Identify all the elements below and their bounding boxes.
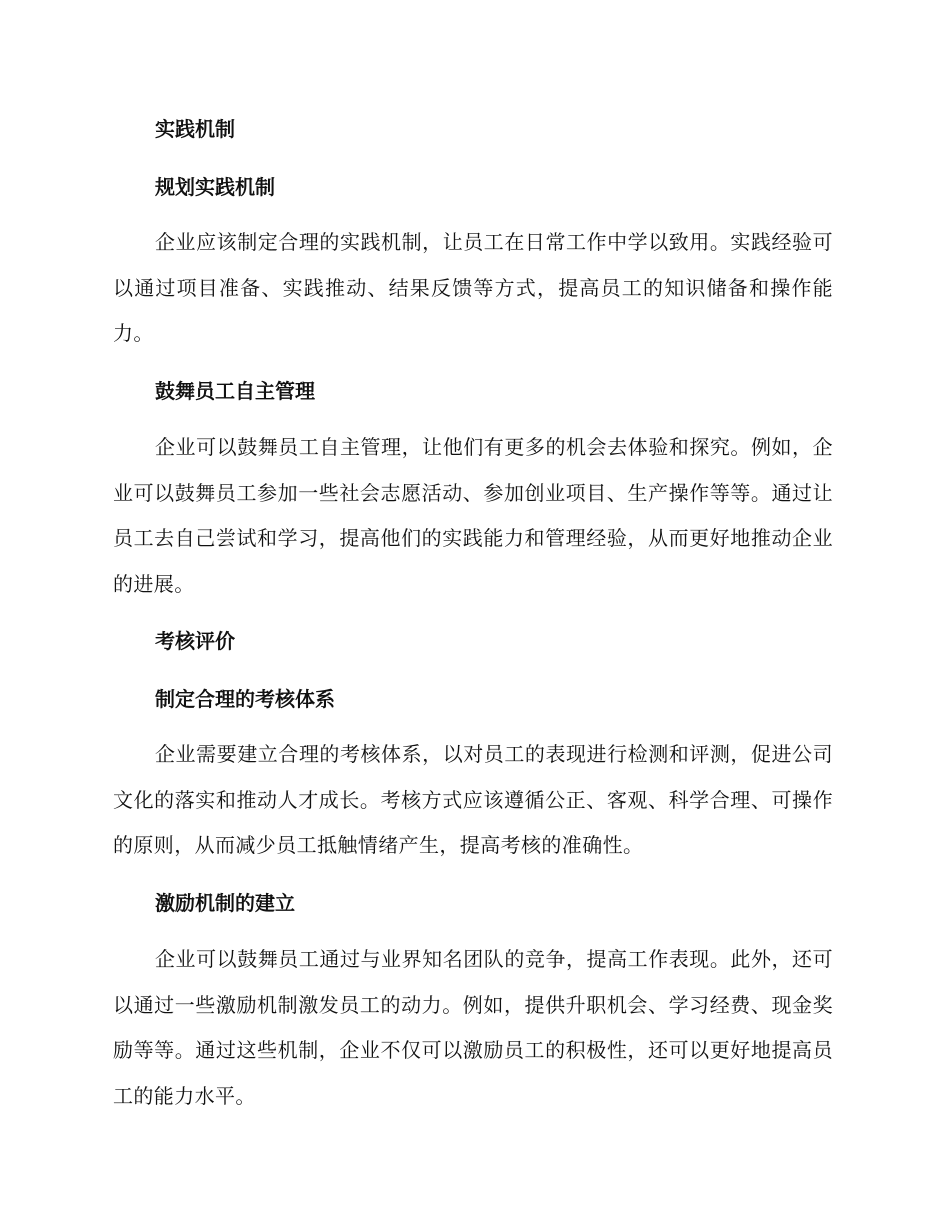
subheading-plan-practice-mechanism: 规划实践机制 bbox=[155, 175, 275, 199]
section-heading-practice-mechanism: 实践机制 bbox=[155, 117, 235, 141]
paragraph-incentive-mechanism: 企业可以鼓舞员工通过与业界知名团队的竞争，提高工作表现。此外，还可以通过一些激励机制激发员工的动力。例如，提供升职机会、学习经费、现金奖励等等。通过这些机制，企业不仅可以激励员工的积极性，还可以更好地提高员工的能力水平。 bbox=[113, 947, 833, 1108]
subheading-encourage-self-management: 鼓舞员工自主管理 bbox=[155, 379, 315, 403]
section-heading-assessment: 考核评价 bbox=[155, 629, 235, 653]
subheading-incentive-mechanism: 激励机制的建立 bbox=[155, 891, 295, 915]
paragraph-plan-practice: 企业应该制定合理的实践机制，让员工在日常工作中学以致用。实践经验可以通过项目准备、实践推动、结果反馈等方式，提高员工的知识储备和操作能力。 bbox=[113, 230, 833, 345]
subheading-assessment-system: 制定合理的考核体系 bbox=[155, 687, 335, 711]
paragraph-assessment-system: 企业需要建立合理的考核体系，以对员工的表现进行检测和评测，促进公司文化的落实和推动人才成长。考核方式应该遵循公正、客观、科学合理、可操作的原则，从而减少员工抵触情绪产生，提高考核的准确性。 bbox=[113, 742, 833, 857]
paragraph-self-management: 企业可以鼓舞员工自主管理，让他们有更多的机会去体验和探究。例如，企业可以鼓舞员工参加一些社会志愿活动、参加创业项目、生产操作等等。通过让员工去自己尝试和学习，提高他们的实践能力和管理经验，从而更好地推动企业的进展。 bbox=[113, 435, 833, 596]
